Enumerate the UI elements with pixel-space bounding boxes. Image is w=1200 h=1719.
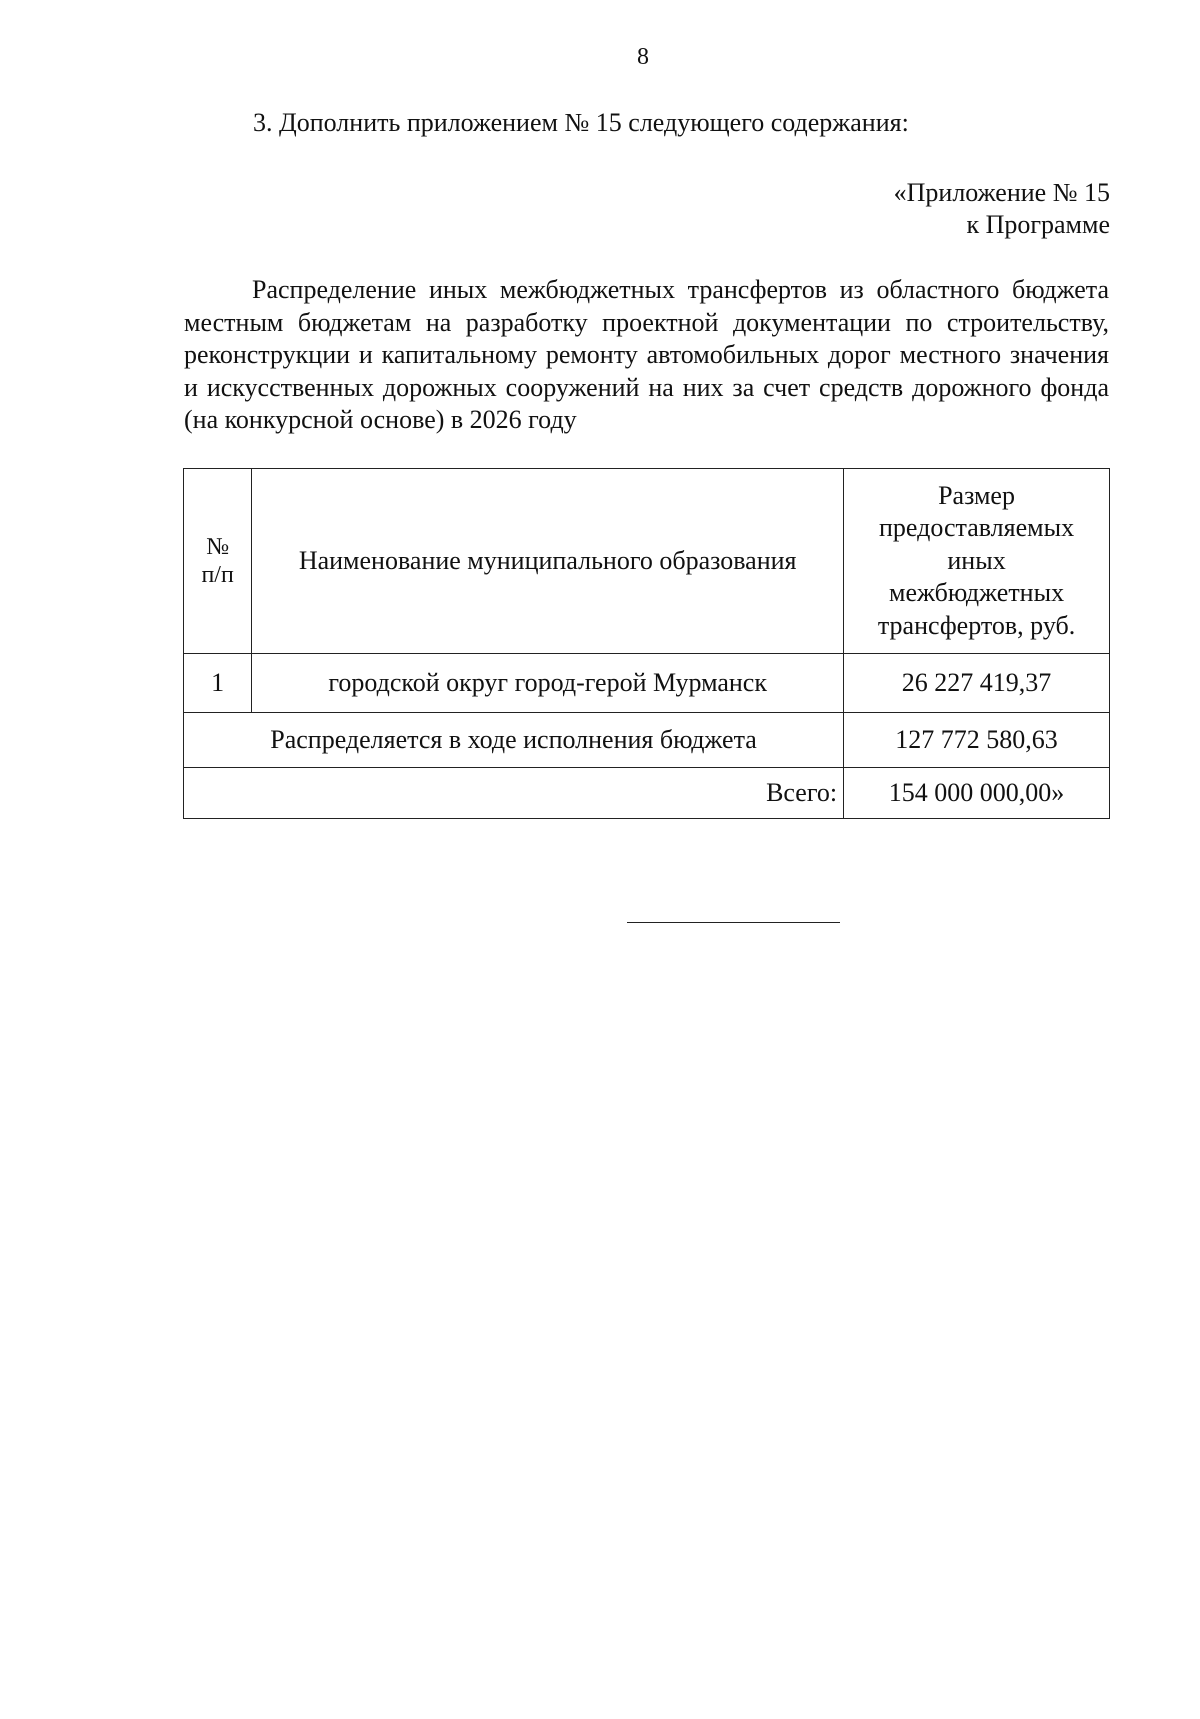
page-number: 8 [637, 44, 649, 70]
distributed-row [184, 713, 1110, 768]
appendix-program: к Программе [966, 210, 1110, 239]
distribution-table [183, 468, 1110, 819]
table-row [184, 654, 1110, 713]
header-amount-line: предоставляемых [879, 513, 1075, 543]
header-amount-line: трансфертов, руб. [877, 610, 1076, 640]
document-title: Распределение иных межбюджетных трансфертов из областного бюджета местным бюджетам на разработку проектной документации по строительству, реконструкции и капитальному ремонту автомобильных дорог местного значения и искусственных дорожных сооружений на них за счет средств дорожного фонда (на конкурсной основе) в 2026 году [184, 275, 1109, 434]
header-number-abbrev: п/п [201, 562, 234, 588]
appendix-number: «Приложение № 15 [893, 178, 1110, 207]
row-amount: 26 227 419,37 [844, 654, 1110, 713]
distributed-label: Распределяется в ходе исполнения бюджета [184, 713, 844, 768]
header-amount-line: межбюджетных [888, 578, 1065, 608]
appendix-reference [894, 177, 1110, 241]
header-number [184, 469, 252, 654]
total-label: Всего: [184, 768, 844, 819]
closing-divider [627, 922, 840, 923]
header-amount-line: Размер [938, 480, 1015, 510]
amendment-item: 3. Дополнить приложением № 15 следующего содержания: [253, 108, 909, 137]
header-amount-line: иных [947, 545, 1006, 575]
distributed-amount: 127 772 580,63 [844, 713, 1110, 768]
header-number-sign: № [206, 534, 230, 560]
total-row [184, 768, 1110, 819]
row-municipality: городской округ город-герой Мурманск [252, 654, 844, 713]
total-amount: 154 000 000,00» [844, 768, 1110, 819]
table-header-row [184, 469, 1110, 654]
header-municipality: Наименование муниципального образования [252, 469, 844, 654]
row-number: 1 [184, 654, 252, 713]
header-amount [844, 469, 1110, 654]
